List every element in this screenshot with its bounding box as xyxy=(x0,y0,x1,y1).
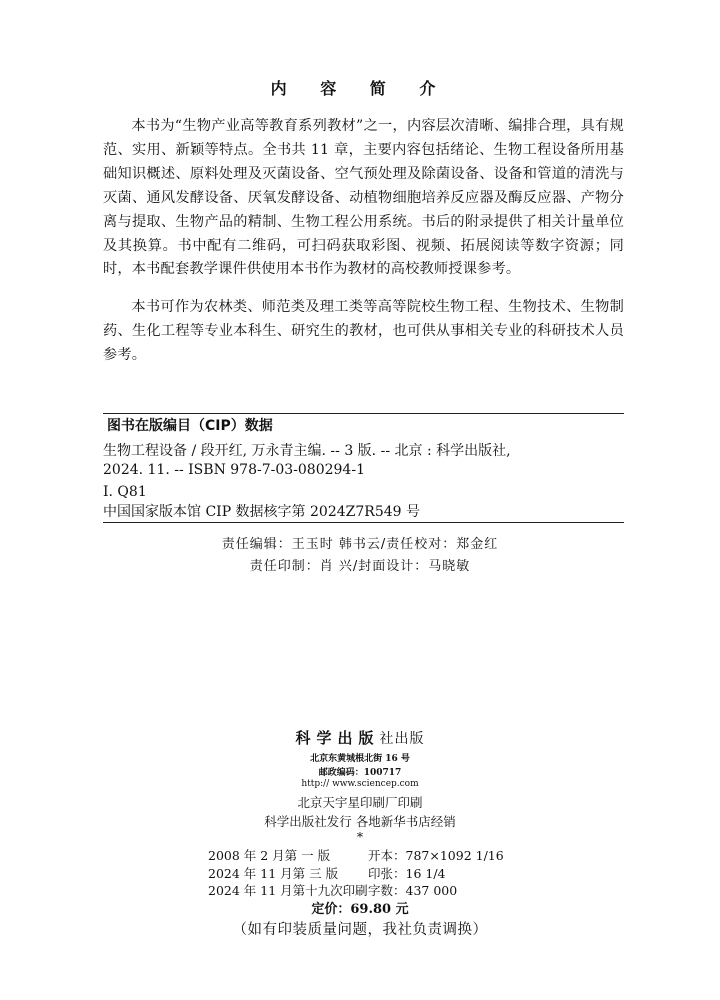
staff-line-1: 责任编辑：王玉时 韩书云/责任校对：郑金红 xyxy=(221,537,499,552)
publisher-postcode: 邮政编码：100717 xyxy=(318,768,402,778)
spec-row xyxy=(208,846,504,864)
cip-line-4: 中国国家版本馆 CIP 数据核字第 2024Z7R549 号 xyxy=(103,504,420,520)
staff-line-2: 责任印制：肖 兴/封面设计：马晓敏 xyxy=(249,559,471,574)
publisher-name xyxy=(0,727,720,748)
edition-info: 2024 年 11 月第十九次印刷 xyxy=(208,883,368,898)
price: 定价：69.80 元 xyxy=(311,902,409,917)
intro-paragraph-2: 本书可作为农林类、师范类及理工类等高等院校生物工程、生物技术、生物制药、生化工程等专业本科生、研究生的教材，也可供从事相关专业的科研技术人员参考。 xyxy=(103,299,624,363)
edition-info: 2008 年 2 月第 一 版 xyxy=(208,848,331,863)
format-info: 开本：787×1092 1/16 xyxy=(368,848,504,863)
format-info: 印张：16 1/4 xyxy=(368,866,446,881)
intro-paragraph-1: 本书为“生物产业高等教育系列教材”之一，内容层次清晰、编排合理，具有规范、实用、新颖等特点。全书共 11 章，主要内容包括绪论、生物工程设备所用基础知识概述、原料处理及灭菌设备、空气预处理及除菌设备、设备和管道的清洗与灭菌、通风发酵设备、厌氧发酵设备、动植物细胞培养反应器及酶反应器、产物分离与提取、生物产品的精制、生物工程公用系统。书后的附录提供了相关计量单位及其换算。书中配有二维码，可扫码获取彩图、视频、拓展阅读等数字资源；同时，本书配套教学课件供使用本书作为教材的高校教师授课参考。 xyxy=(103,118,624,278)
printer-line: 北京天宇星印刷厂印刷 xyxy=(297,795,423,810)
edition-info: 2024 年 11 月第 三 版 xyxy=(208,866,339,881)
publisher-website: http:// www.sciencep.com xyxy=(301,779,419,789)
distribution-line: 科学出版社发行 各地新华书店经销 xyxy=(264,814,456,829)
cip-title: 图书在版编目（CIP）数据 xyxy=(107,418,273,434)
cip-top-rule xyxy=(103,413,624,414)
cip-line-2: 2024. 11. -- ISBN 978-7-03-080294-1 xyxy=(103,462,365,478)
publisher-suffix: 社出版 xyxy=(379,731,425,747)
format-info: 字数：437 000 xyxy=(368,883,458,898)
publisher-address: 北京东黄城根北街 16 号 xyxy=(310,754,410,764)
page-title: 内 容 简 介 xyxy=(270,79,450,98)
spec-row xyxy=(208,864,446,882)
cip-bottom-rule xyxy=(103,522,624,523)
separator-star: * xyxy=(356,829,364,844)
quality-notice: （如有印装质量问题，我社负责调换） xyxy=(232,922,488,938)
spec-row xyxy=(208,881,457,899)
cip-line-1: 生物工程设备 / 段开红, 万永青主编. -- 3 版. -- 北京 : 科学出版社, xyxy=(103,443,511,459)
publisher-logo-text: 科学出版 xyxy=(295,729,380,747)
cip-line-3: Ⅰ. Q81 xyxy=(103,484,147,500)
